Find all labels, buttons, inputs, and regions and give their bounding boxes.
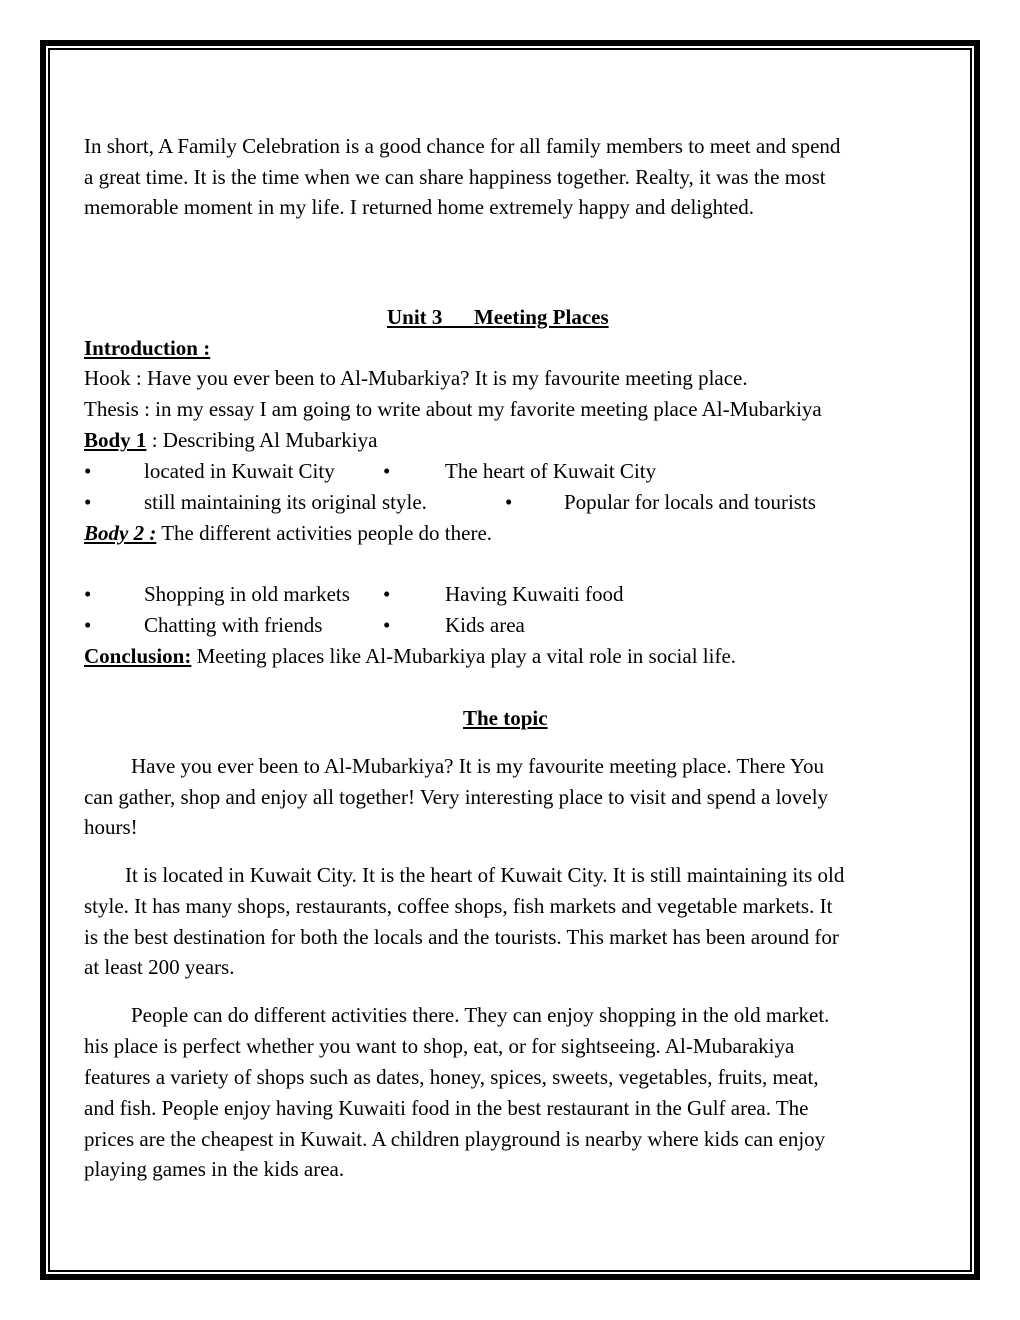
paragraph-line: hours! [84,815,138,839]
bullet-item: Popular for locals and tourists [564,490,816,514]
bullet-icon: • [84,459,92,483]
hook-line: Hook : Have you ever been to Al-Mubarkiya? It is my favourite meeting place. [84,366,748,390]
bullet-icon: • [383,582,391,606]
paragraph-line: at least 200 years. [84,955,235,979]
bullet-icon: • [383,613,391,637]
paragraph-line: features a variety of shops such as dates, honey, spices, sweets, vegetables, fruits, meat, [84,1065,819,1089]
bullet-item: Shopping in old markets [144,582,350,606]
bullet-item: still maintaining its original style. [144,490,427,514]
body1-label: Body 1 [84,428,147,452]
bullet-item: Kids area [445,613,525,637]
topic-heading: The topic [463,706,548,730]
paragraph-line: can gather, shop and enjoy all together! Very interesting place to visit and spend a lovely [84,785,829,809]
body2-text: The different activities people do there. [156,521,493,545]
unit-heading [387,305,609,329]
bullet-item: The heart of Kuwait City [445,459,657,483]
bullet-item: Chatting with friends [144,613,323,637]
bullet-icon: • [84,613,92,637]
closing-line: memorable moment in my life. I returned home extremely happy and delighted. [84,195,755,219]
conclusion-label: Conclusion: [84,644,192,668]
paragraph-line: and fish. People enjoy having Kuwaiti food in the best restaurant in the Gulf area. The [84,1096,809,1120]
paragraph-line: People can do different activities there. They can enjoy shopping in the old market. [131,1003,830,1027]
closing-line: In short, A Family Celebration is a good chance for all family members to meet and spend [84,134,841,158]
bullet-item: Having Kuwaiti food [445,582,624,606]
closing-line: a great time. It is the time when we can share happiness together. Realty, it was the most [84,165,826,189]
introduction-label: Introduction : [84,336,211,360]
bullet-icon: • [84,582,92,606]
paragraph-line: It is located in Kuwait City. It is the heart of Kuwait City. It is still maintaining its old [125,863,845,887]
thesis-line: Thesis : in my essay I am going to write about my favorite meeting place Al-Mubarkiya [84,397,822,421]
paragraph-line: style. It has many shops, restaurants, coffee shops, fish markets and vegetable markets. It [84,894,833,918]
paragraph-line: playing games in the kids area. [84,1157,345,1181]
bullet-icon: • [505,490,513,514]
bullet-item: located in Kuwait City [144,459,335,483]
unit-number: Unit 3 [387,305,443,329]
paragraph-line: his place is perfect whether you want to shop, eat, or for sightseeing. Al-Mubarakiya [84,1034,795,1058]
body2-label: Body 2 : [84,521,157,545]
body2-line [84,521,492,545]
bullet-icon: • [84,490,92,514]
bullet-icon: • [383,459,391,483]
paragraph-line: is the best destination for both the locals and the tourists. This market has been around for [84,925,839,949]
body1-line [84,428,377,452]
conclusion-line [84,644,736,668]
paragraph-line: prices are the cheapest in Kuwait. A children playground is nearby where kids can enjoy [84,1127,826,1151]
unit-title: Meeting Places [473,305,609,329]
paragraph-line: Have you ever been to Al-Mubarkiya? It is my favourite meeting place. There You [131,754,824,778]
body1-text: : Describing Al Mubarkiya [146,428,378,452]
conclusion-text: Meeting places like Al-Mubarkiya play a vital role in social life. [191,644,737,668]
